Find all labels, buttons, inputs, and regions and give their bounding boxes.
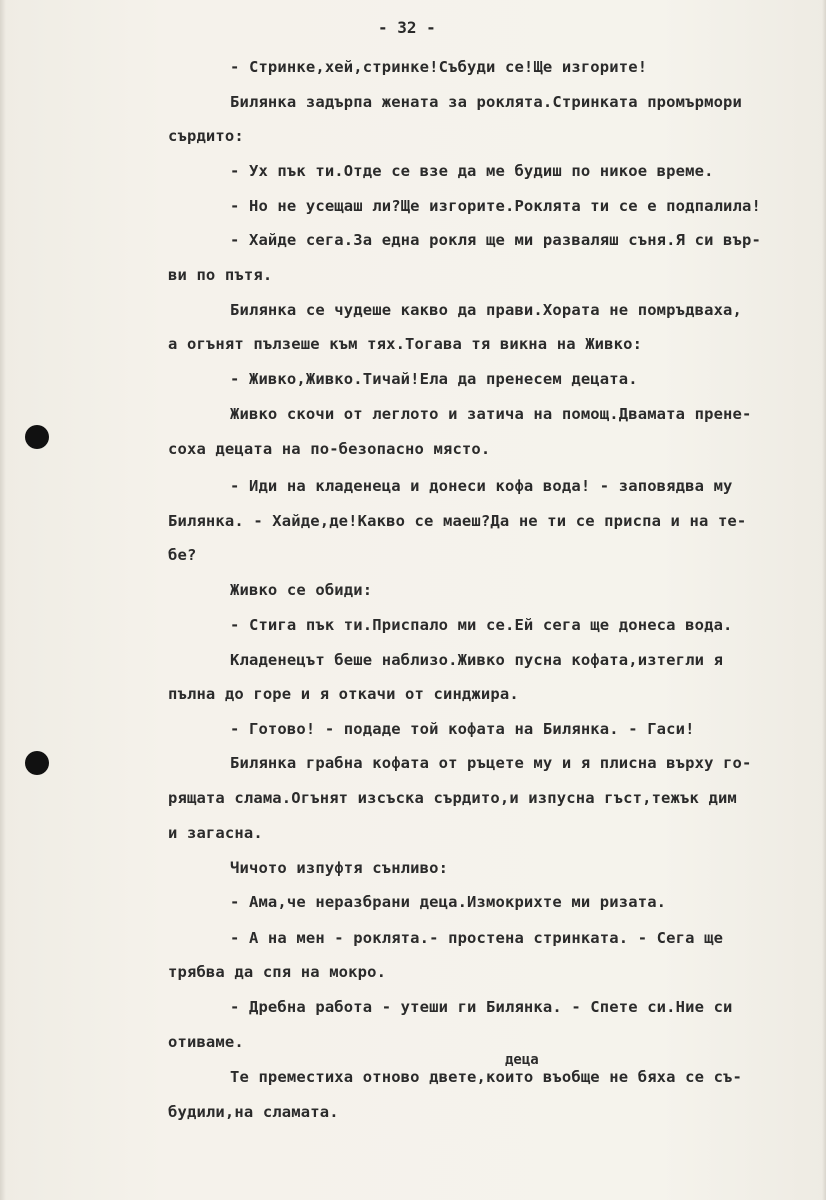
text-line: будили,на сламата.	[168, 1103, 339, 1121]
text-line: Билянка грабна кофата от ръцете му и я плисна върху го-	[230, 754, 752, 772]
text-line: Билянка. - Хайде,де!Какво се маеш?Да не ти се приспа и на те-	[168, 512, 747, 530]
text-line: Кладенецът беше наблизо.Живко пусна кофата,изтегли я	[230, 651, 724, 669]
text-line: - Ух пък ти.Отде се взе да ме будиш по никое време.	[230, 162, 714, 180]
text-line: Живко се обиди:	[230, 581, 373, 599]
text-line: отиваме.	[168, 1033, 244, 1051]
text-line: - Иди на кладенеца и донеси кофа вода! - заповядва му	[230, 477, 733, 495]
text-line: - Готово! - подаде той кофата на Билянка. - Гаси!	[230, 720, 695, 738]
text-line: соха децата на по-безопасно място.	[168, 440, 491, 458]
text-line: Билянка се чудеше какво да прави.Хората не помръдваха,	[230, 301, 743, 319]
text-line: и загасна.	[168, 824, 263, 842]
text-line: бе?	[168, 546, 197, 564]
text-line: - Дребна работа - утеши ги Билянка. - Спете си.Ние си	[230, 998, 733, 1016]
punch-hole-bottom	[25, 751, 49, 775]
text-line: - Стига пък ти.Приспало ми се.Ей сега ще донеса вода.	[230, 616, 733, 634]
text-line: а огънят пълзеше към тях.Тогава тя викна на Живко:	[168, 335, 643, 353]
text-line: ви по пътя.	[168, 266, 273, 284]
handwritten-insertion: деца	[505, 1052, 539, 1068]
text-line: рящата слама.Огънят изсъска сърдито,и изпусна гъст,тежък дим	[168, 789, 737, 807]
text-line: - Но не усещаш ли?Ще изгорите.Роклята ти се е подпалила!	[230, 197, 761, 215]
text-line: - Стринке,хей,стринке!Събуди се!Ще изгорите!	[230, 58, 648, 76]
text-line: Те преместиха отново двете,които въобще не бяха се съ-	[230, 1068, 743, 1086]
text-line: Живко скочи от леглото и затича на помощ.Двамата прене-	[230, 405, 752, 423]
text-line: Чичото изпуфтя сънливо:	[230, 859, 449, 877]
text-line: трябва да спя на мокро.	[168, 963, 387, 981]
page-edge-left	[0, 0, 6, 1200]
text-line: сърдито:	[168, 127, 244, 145]
text-line: - А на мен - роклята.- простена стринката. - Сега ще	[230, 929, 724, 947]
punch-hole-top	[25, 425, 49, 449]
text-line: - Живко,Живко.Тичай!Ела да пренесем децата.	[230, 370, 638, 388]
text-line: - Ама,че неразбрани деца.Измокрихте ми ризата.	[230, 893, 667, 911]
page-edge-right	[822, 0, 826, 1200]
text-line: - Хайде сега.За една рокля ще ми разваляш съня.Я си вър-	[230, 231, 761, 249]
text-line: Билянка задърпа жената за роклята.Стринката промърмори	[230, 93, 743, 111]
text-line: пълна до горе и я откачи от синджира.	[168, 685, 519, 703]
page-number: - 32 -	[378, 18, 436, 37]
